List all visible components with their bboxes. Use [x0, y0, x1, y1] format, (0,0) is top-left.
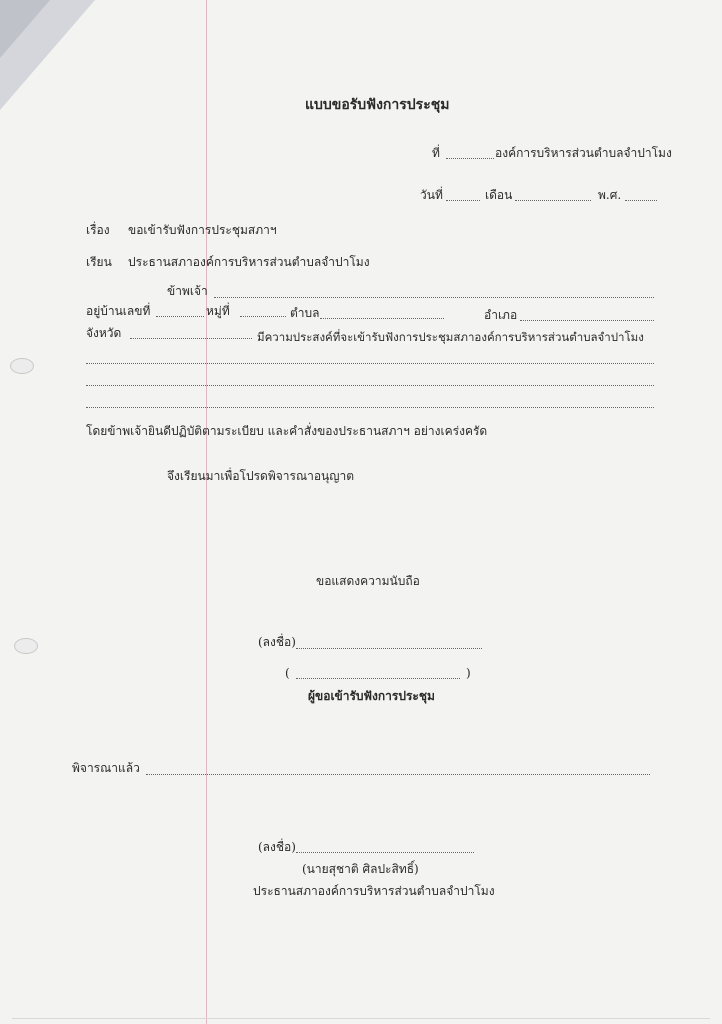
paren-open: (	[285, 666, 290, 680]
considered-label: พิจารณาแล้ว	[72, 761, 140, 775]
house-no-dots[interactable]	[156, 316, 204, 317]
to-label: เรียน	[86, 255, 112, 269]
applicant-name-dots[interactable]	[296, 678, 460, 679]
page-edge	[12, 1018, 710, 1019]
date-label: วันที่	[420, 188, 443, 202]
amphoe-label: อำเภอ	[484, 308, 518, 322]
place-dots	[446, 158, 494, 159]
subject-value: ขอเข้ารับฟังการประชุมสภาฯ	[128, 223, 277, 237]
subject-label: เรื่อง	[86, 223, 110, 237]
tambon-label: ตำบล	[290, 306, 320, 320]
name-dots[interactable]	[214, 297, 654, 298]
blank-line-2[interactable]	[86, 385, 654, 386]
considered-dots[interactable]	[146, 774, 650, 775]
moo-label: หมู่ที่	[206, 304, 230, 318]
applicant-caption: ผู้ขอเข้ารับฟังการประชุม	[308, 689, 435, 703]
province-dots[interactable]	[130, 338, 252, 339]
scan-margin-line	[206, 0, 207, 1024]
agreement-text: โดยข้าพเจ้ายินดีปฏิบัติตามระเบียบ และคำสั่งของประธานสภาฯ อย่างเคร่งครัด	[86, 424, 488, 438]
moo-dots[interactable]	[240, 316, 286, 317]
place-label: ที่	[432, 146, 440, 160]
request-text: จึงเรียนมาเพื่อโปรดพิจารณาอนุญาต	[167, 469, 355, 483]
president-title: ประธานสภาองค์การบริหารส่วนตำบลจำปาโมง	[253, 884, 495, 898]
punch-hole-bottom	[14, 638, 38, 654]
sign-dots[interactable]	[296, 648, 482, 649]
president-name: (นายสุชาติ ศิลปะสิทธิ์)	[302, 862, 419, 876]
punch-hole-top	[10, 358, 34, 374]
sign-dots-2[interactable]	[296, 852, 474, 853]
sign-label: (ลงชื่อ)	[258, 635, 296, 649]
year-dots	[625, 200, 657, 201]
month-dots	[515, 200, 591, 201]
month-label: เดือน	[485, 188, 513, 202]
folded-corner-shadow	[0, 0, 50, 58]
sign-label-2: (ลงชื่อ)	[258, 840, 296, 854]
form-title: แบบขอรับฟังการประชุม	[305, 97, 450, 113]
house-no-label: อยู่บ้านเลขที่	[86, 304, 151, 318]
paren-close: )	[466, 666, 471, 680]
amphoe-dots[interactable]	[520, 320, 654, 321]
purpose-text: มีความประสงค์ที่จะเข้ารับฟังการประชุมสภาองค์การบริหารส่วนตำบลจำปาโมง	[257, 330, 644, 344]
tambon-dots[interactable]	[320, 318, 444, 319]
place-value: องค์การบริหารส่วนตำบลจำปาโมง	[495, 146, 672, 160]
closing-text: ขอแสดงความนับถือ	[316, 574, 420, 588]
name-label: ข้าพเจ้า	[167, 284, 208, 298]
year-label: พ.ศ.	[598, 188, 622, 202]
blank-line-1[interactable]	[86, 363, 654, 364]
province-label: จังหวัด	[86, 326, 122, 340]
to-value: ประธานสภาองค์การบริหารส่วนตำบลจำปาโมง	[128, 255, 370, 269]
blank-line-3[interactable]	[86, 407, 654, 408]
date-dots	[446, 200, 480, 201]
